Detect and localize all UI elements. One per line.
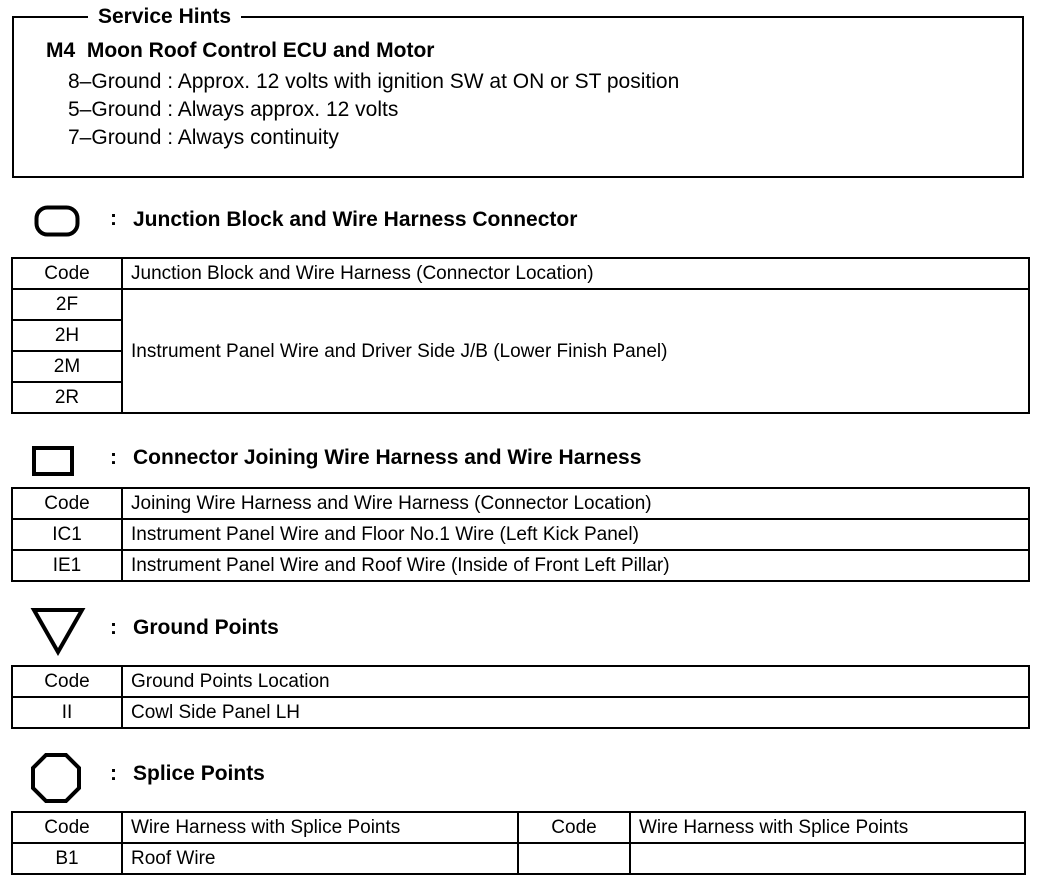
connector-section-title: Connector Joining Wire Harness and Wire Harness [133, 446, 642, 469]
table-header-row [12, 666, 1029, 697]
splice-cell: Roof Wire [122, 843, 518, 874]
octagon-icon [30, 752, 82, 804]
code-cell: II [12, 697, 122, 728]
location-header: Joining Wire Harness and Wire Harness (Connector Location) [122, 488, 1029, 519]
section-colon: : [110, 207, 117, 230]
code-cell: 2M [12, 351, 122, 382]
connector-table [11, 487, 1030, 582]
code-header: Code [12, 666, 122, 697]
code-header: Code [518, 812, 630, 843]
code-cell: IC1 [12, 519, 122, 550]
location-header: Junction Block and Wire Harness (Connector Location) [122, 258, 1029, 289]
table-header-row [12, 812, 1025, 843]
ground-section-title: Ground Points [133, 616, 279, 639]
junction-table [11, 257, 1030, 414]
table-row [12, 550, 1029, 581]
ground-table [11, 665, 1030, 729]
hint-line: 7–Ground : Always continuity [68, 126, 339, 149]
hint-line: 5–Ground : Always approx. 12 volts [68, 98, 399, 121]
code-cell [518, 843, 630, 874]
splice-cell [630, 843, 1025, 874]
code-header: Code [12, 812, 122, 843]
code-cell: B1 [12, 843, 122, 874]
table-row [12, 843, 1025, 874]
table-header-row [12, 258, 1029, 289]
table-row [12, 697, 1029, 728]
code-cell: 2R [12, 382, 122, 413]
location-cell: Instrument Panel Wire and Floor No.1 Wire (Left Kick Panel) [122, 519, 1029, 550]
splice-section-title: Splice Points [133, 762, 265, 785]
square-icon [32, 446, 74, 476]
service-hints-heading: M4 Moon Roof Control ECU and Motor [46, 39, 435, 62]
rounded-rect-icon [34, 205, 80, 237]
section-colon: : [110, 446, 117, 469]
triangle-down-icon [30, 606, 86, 656]
code-cell: 2H [12, 320, 122, 351]
splice-header: Wire Harness with Splice Points [630, 812, 1025, 843]
code-header: Code [12, 488, 122, 519]
code-cell: 2F [12, 289, 122, 320]
location-header: Ground Points Location [122, 666, 1029, 697]
splice-header: Wire Harness with Splice Points [122, 812, 518, 843]
service-hints-title: Service Hints [88, 4, 241, 30]
code-header: Code [12, 258, 122, 289]
hint-line: 8–Ground : Approx. 12 volts with ignition SW at ON or ST position [68, 70, 680, 93]
location-cell: Instrument Panel Wire and Driver Side J/B (Lower Finish Panel) [122, 289, 1029, 413]
table-row [12, 519, 1029, 550]
section-colon: : [110, 616, 117, 639]
section-colon: : [110, 762, 117, 785]
location-cell: Instrument Panel Wire and Roof Wire (Inside of Front Left Pillar) [122, 550, 1029, 581]
code-cell: IE1 [12, 550, 122, 581]
junction-section-title: Junction Block and Wire Harness Connector [133, 208, 578, 231]
location-cell: Cowl Side Panel LH [122, 697, 1029, 728]
splice-table [11, 811, 1026, 875]
table-row [12, 289, 1029, 320]
table-header-row [12, 488, 1029, 519]
